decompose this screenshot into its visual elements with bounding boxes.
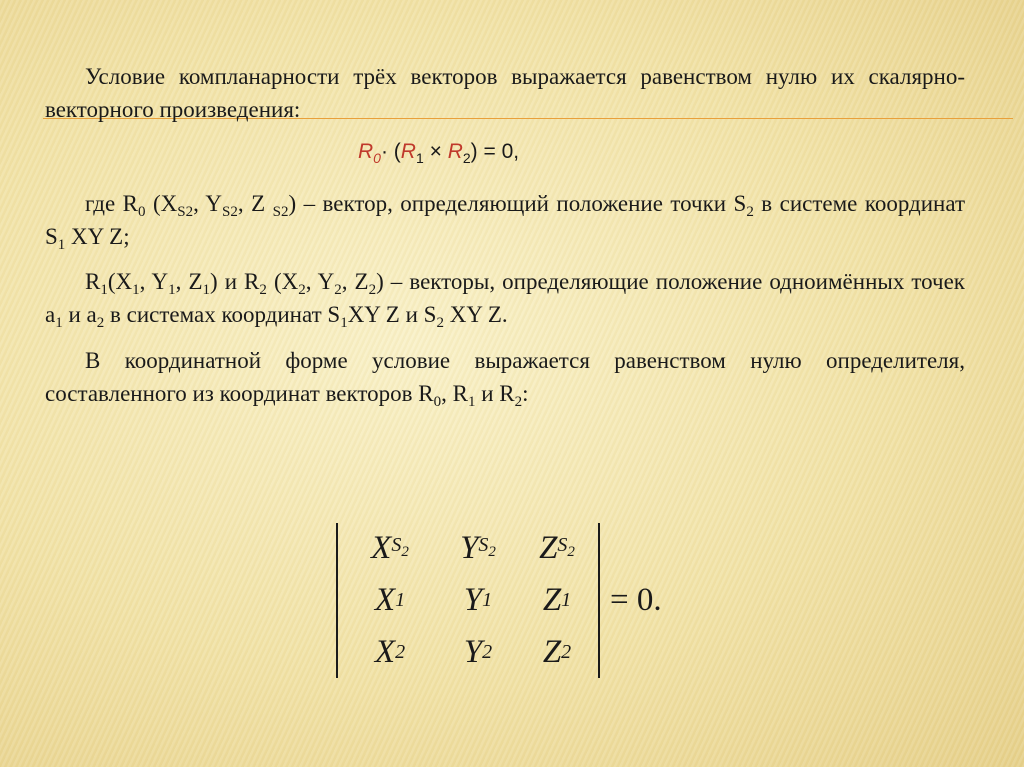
determinant-entry: Y 2 <box>463 633 493 670</box>
determinant-right-bar <box>598 523 600 678</box>
determinant-entry: Y 1 <box>463 581 493 618</box>
determinant-entry: X 1 <box>374 581 406 618</box>
entry-sub-subscript: 2 <box>567 543 575 560</box>
entry-subscript: $S_2$ <box>478 533 496 560</box>
entry-sub-subscript: 2 <box>488 543 496 560</box>
determinant-matrix <box>338 522 598 678</box>
entry-variable: X <box>374 581 396 618</box>
entry-variable: Y <box>460 529 479 566</box>
entry-subscript: $S_2$ <box>557 533 575 560</box>
paragraph-r1-r2-definition: $R_1(X_1$, $Y_1$, $Z_1$) и $R_2$ ($X_2$, $Y_2$, $Z_2$) – векторы, определяющие положение одноимённых точек $а_1$ и $а_2$ в системах координат $S_1XY$ Z и $S_2$ XY Z. <box>45 269 965 331</box>
entry-variable: Z <box>542 581 562 618</box>
determinant-entry: X 2 <box>374 633 406 670</box>
paragraph-determinant-intro: В координатной форме условие выражается равенством нулю определителя, составленного из координат векторов $R_0$, $R_1$ и $R_2$: <box>45 348 965 410</box>
determinant-equals-zero: = 0. <box>610 581 662 618</box>
entry-variable: Z <box>539 529 558 566</box>
entry-variable: Y <box>463 633 483 670</box>
determinant-entry <box>522 522 592 574</box>
determinant-entry: Z 2 <box>542 633 572 670</box>
coplanarity-determinant <box>336 522 662 678</box>
entry-variable: X <box>374 633 396 670</box>
paragraph-r0-definition: где $R_0$ ($X_{S2}$, $Y_{S2}$, Z $_{S2}$) – вектор, определяющий положение точки $S_2$ в системе координат $S_1$ XY Z; <box>45 191 966 253</box>
triple-product-formula: $R_0\cdot (R_1 \times R_2) = 0$, <box>358 140 520 166</box>
entry-subscript: $S_2$ <box>391 533 409 560</box>
entry-variable: X <box>371 529 392 566</box>
determinant-entry <box>346 522 434 574</box>
entry-variable: Z <box>542 633 562 670</box>
determinant-entry: Z 1 <box>542 581 572 618</box>
determinant-entry <box>434 522 522 574</box>
paragraph-coplanarity-condition: Условие компланарности трёх векторов выражается равенством нулю их скалярно-векторного произведения: <box>45 64 965 122</box>
entry-variable: Y <box>463 581 483 618</box>
entry-sub-subscript: 2 <box>401 543 409 560</box>
